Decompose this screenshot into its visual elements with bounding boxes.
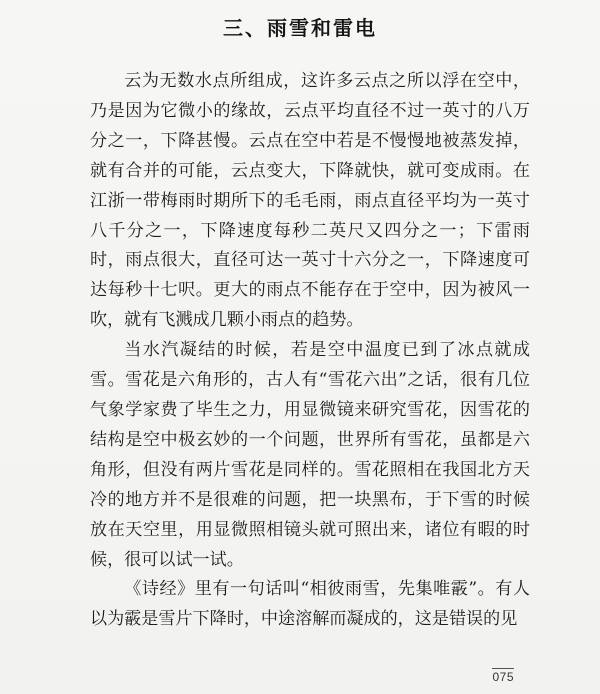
chapter-title: 三、雨雪和雷电	[223, 16, 377, 40]
paragraph: 《诗经》里有一句话叫“相彼雨雪，先集唯霰”。有人以为霰是雪片下降时，中途溶解而凝成的，这是错误的见	[90, 579, 530, 630]
paragraph: 当水汽凝结的时候，若是空中温度已到了冰点就成雪。雪花是六角形的，古人有“雪花六出”之话，很有几位气象学家费了毕生之力，用显微镜来研究雪花，因雪花的结构是空中极玄妙的一个问题，世界所有雪花，虽都是六角形，但没有两片雪花是同样的。雪花照相在我国北方天冷的地方并不是很难的问题，把一块黑布，于下雪的时候放在天空里，用显微照相镜头就可照出来，诸位有暇的时候，很可以试一试。	[90, 340, 530, 570]
paragraph: 云为无数水点所组成，这许多云点之所以浮在空中，乃是因为它微小的缘故，云点平均直径不过一英寸的八万分之一，下降甚慢。云点在空中若是不慢慢地被蒸发掉，就有合并的可能，云点变大，下降就快，就可变成雨。在江浙一带梅雨时期所下的毛毛雨，雨点直径平均为一英寸八千分之一，下降速度每秒二英尺又四分之一；下雷雨时，雨点很大，直径可达一英寸十六分之一，下降速度可达每秒十七呎。更大的雨点不能存在于空中，因为被风一吹，就有飞溅成几颗小雨点的趋势。	[90, 71, 530, 331]
page-number: 075	[492, 670, 514, 684]
body-text	[90, 67, 530, 635]
